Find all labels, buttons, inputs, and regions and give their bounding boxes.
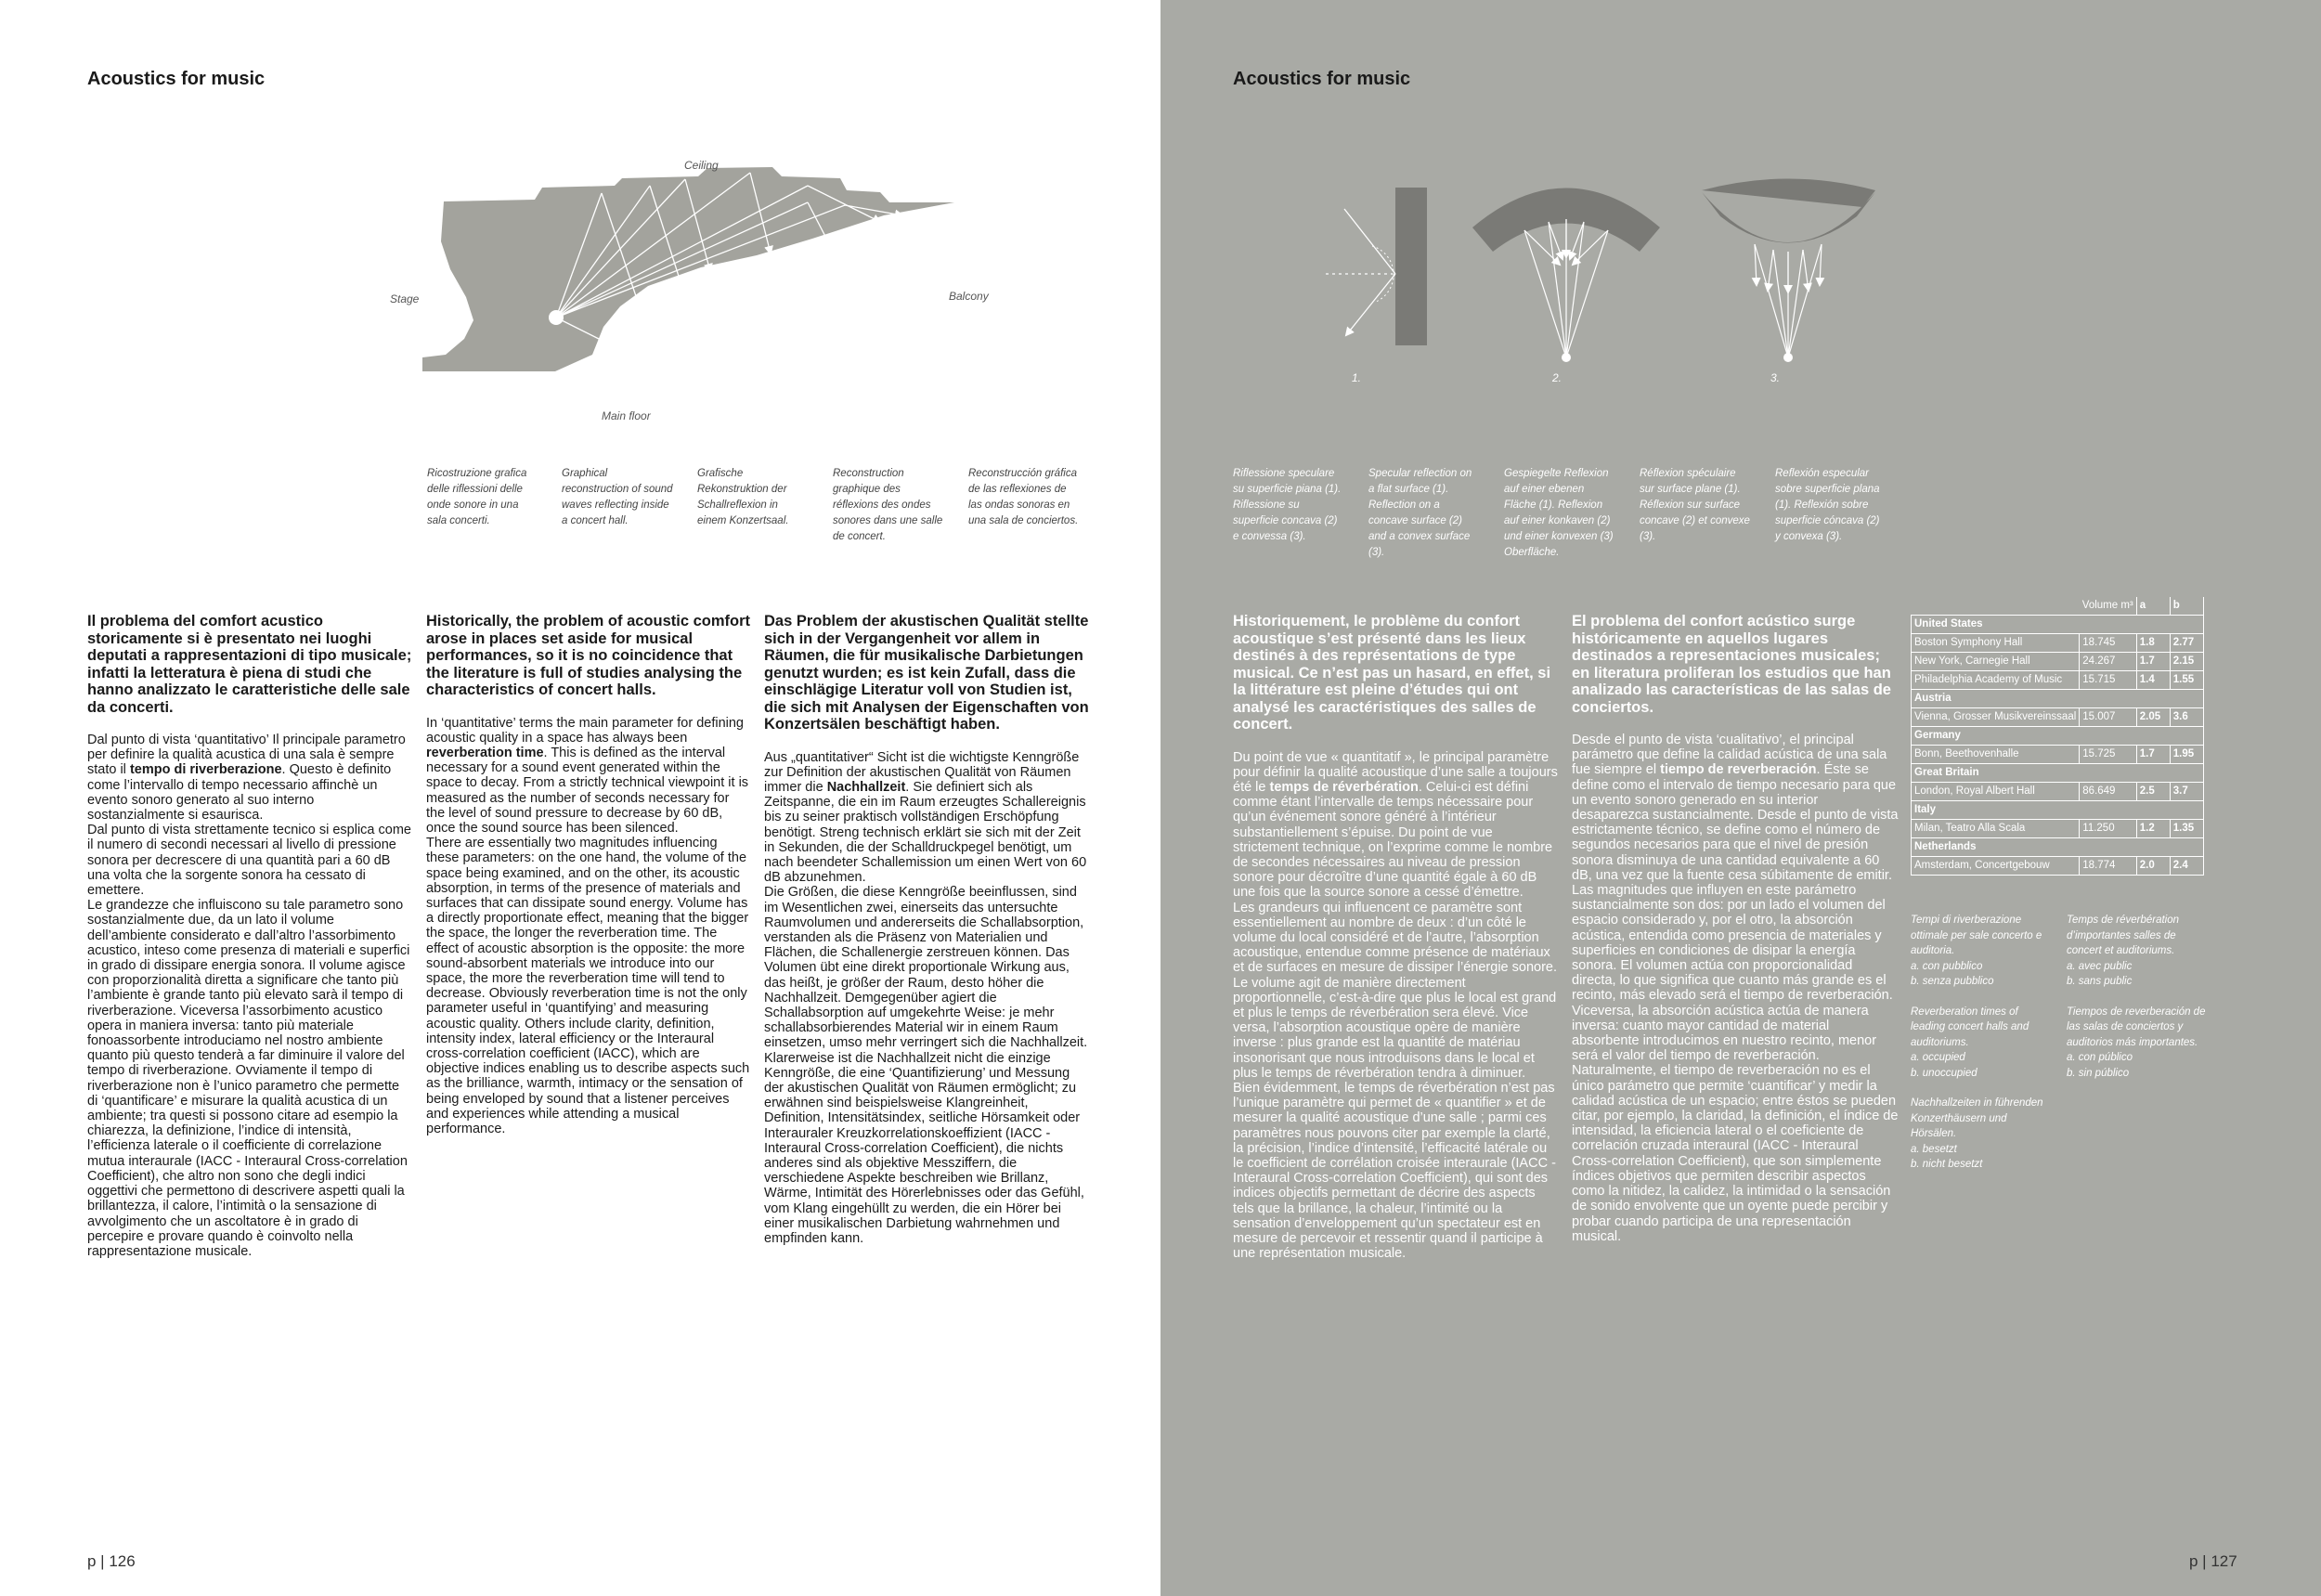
- column-lead: El problema del confort acústico surge históricamente en aquellos lugares destinados a representaciones musicales; en literatura proliferan los estudios que han analizado las características de las salas de conciertos.: [1572, 613, 1891, 716]
- label-ceiling: Ceiling: [684, 159, 719, 172]
- convex-surface: [1702, 179, 1950, 208]
- volume-cell: 18.745: [2080, 634, 2136, 653]
- text-column-french: [1233, 613, 1560, 1261]
- label-stage: Stage: [390, 292, 420, 305]
- volume-cell: 15.715: [2080, 671, 2136, 690]
- caption-en: Graphical reconstruction of sound waves reflecting inside a concert hall.: [562, 468, 673, 526]
- reflection-diagrams: [1207, 172, 1950, 395]
- volume-cell: 11.250: [2080, 820, 2136, 838]
- volume-cell: 18.774: [2080, 857, 2136, 876]
- table-row: [1912, 783, 2204, 801]
- caption-fr: Réflexion spéculaire sur surface plane (1). Réflexion sur surface concave (2) et convexe (3).: [1640, 468, 1750, 542]
- table-notes-left: [1911, 913, 2050, 1187]
- time-unoccupied-cell: 2.4: [2170, 857, 2203, 876]
- label-balcony: Balcony: [949, 290, 989, 303]
- table-row: [1912, 671, 2204, 690]
- table-row: [1912, 634, 2204, 653]
- caption-de: Gespiegelte Reflexion auf einer ebenen Fläche (1). Reflexion auf einer konkaven (2) und einer konvexen (3) Oberfläche.: [1504, 468, 1614, 558]
- source-point: [1562, 353, 1571, 362]
- page-title: Acoustics for music: [1233, 69, 1411, 89]
- table-country-cell: Netherlands: [1912, 838, 2204, 857]
- table-group-row: [1912, 801, 2204, 820]
- time-occupied-cell: 2.0: [2136, 857, 2170, 876]
- figure-number-1: 1.: [1352, 371, 1362, 384]
- flat-reflector-diagram: [1326, 188, 1427, 345]
- table-country-cell: United States: [1912, 616, 2204, 634]
- table-group-row: [1912, 727, 2204, 746]
- time-occupied-cell: 2.05: [2136, 708, 2170, 727]
- time-occupied-cell: 2.5: [2136, 783, 2170, 801]
- time-unoccupied-cell: 3.6: [2170, 708, 2203, 727]
- figure-number-3: 3.: [1770, 371, 1781, 384]
- time-unoccupied-cell: 2.15: [2170, 653, 2203, 671]
- table-group-row: [1912, 764, 2204, 783]
- time-unoccupied-cell: 3.7: [2170, 783, 2203, 801]
- table-country-cell: Germany: [1912, 727, 2204, 746]
- hall-name-cell: Vienna, Grosser Musikvereinssaal: [1912, 708, 2080, 727]
- hall-name-cell: London, Royal Albert Hall: [1912, 783, 2080, 801]
- column-lead: Historically, the problem of acoustic comfort arose in places set aside for musical performances, so it is no coincidence that the literature is full of studies analysing the characteristics of concert halls.: [426, 613, 751, 698]
- page-title: Acoustics for music: [87, 69, 266, 89]
- table-row: [1912, 708, 2204, 727]
- column-lead: Das Problem der akustischen Qualität stellte sich in der Vergangenheit vor allem in Räumen, die für musikalische Darbietungen genutzt wurden; es ist kein Zufall, dass die einschlägige Literatur voll von Studien ist, die sich mit Analysen der Eigenschaften von Konzertsälen beschäftigt haben.: [764, 613, 1089, 733]
- page-number: p | 126: [87, 1552, 136, 1570]
- time-unoccupied-cell: 2.77: [2170, 634, 2203, 653]
- table-header-cell: b: [2170, 597, 2203, 616]
- table-row: [1912, 820, 2204, 838]
- column-body: In ‘quantitative’ terms the main parameter for defining acoustic quality in a space has always been reverberation time. This is defined as the interval necessary for a sound event generated within the space to decay. From a strictly technical viewpoint it is measured as the number of seconds necessary for the level of sound pressure to decrease by 60 dB, once the sound source has been silenced. There are essentially two magnitudes influencing these parameters: on the one hand, the volume of the space being examined, and on the other, its acoustic absorption, in terms of the presence of materials and surfaces that can dissipate sound energy. Volume has a directly proportionate effect, meaning that the bigger the space, the longer the reverberation time. The effect of acoustic absorption is the opposite: the more sound-absorbent materials we introduce into our space, the more the reverberation time will tend to decrease. Obviously reverberation time is not the only parameter useful in ‘quantifying’ and measuring acoustic quality. Others include clarity, definition, intensity index, lateral efficiency or the Interaural cross-correlation coefficient (IACC), which are objective indices enabling us to describe aspects such as the brilliance, warmth, intimacy or the sensation of being enveloped by sound that a listener perceives and experiences while attending a musical performance.: [426, 715, 750, 1136]
- text-column-italian: [87, 613, 412, 1259]
- page-number: p | 127: [2189, 1552, 2237, 1570]
- table-header-cell: a: [2136, 597, 2170, 616]
- table-country-cell: Italy: [1912, 801, 2204, 820]
- table-note: Temps de réverbération d’importantes salles de concert et auditoriums. a. avec public b. sans public: [2067, 915, 2180, 987]
- time-unoccupied-cell: 1.55: [2170, 671, 2203, 690]
- table-row: [1912, 746, 2204, 764]
- caption-de: Grafische Rekonstruktion der Schallreflexion in einem Konzertsaal.: [697, 468, 789, 526]
- column-lead: Historiquement, le problème du confort acoustique s’est présenté dans les lieux destinés à des représentations de type musical. Ce n’est pas un hasard, en effet, si la littérature est pleine d’études qui ont analysé les caractéristiques des salles de concert.: [1233, 613, 1551, 733]
- hall-name-cell: Philadelphia Academy of Music: [1912, 671, 2080, 690]
- volume-cell: 86.649: [2080, 783, 2136, 801]
- hall-name-cell: Bonn, Beethovenhalle: [1912, 746, 2080, 764]
- table-header-cell: Volume m³: [2080, 597, 2136, 616]
- caption-en: Specular reflection on a flat surface (1). Reflection on a concave surface (2) and a convex surface (3).: [1368, 468, 1472, 558]
- text-column-spanish: [1572, 613, 1899, 1244]
- left-page: [0, 0, 1160, 1596]
- text-column-english: [426, 613, 751, 1136]
- time-occupied-cell: 1.7: [2136, 653, 2170, 671]
- volume-cell: 24.267: [2080, 653, 2136, 671]
- column-body: Aus „quantitativer“ Sicht ist die wichtigste Kenngröße zur Definition der akustischen Qualität von Räumen immer die Nachhallzeit. Sie definiert sich als Zeitspanne, die ein im Raum erzeugtes Schallereignis bis zu seiner praktisch vollständigen Erschöpfung benötigt. Streng technisch erklärt sie sich mit der Zeit in Sekunden, die der Schalldruckpegel benötigt, um nach beendeter Schallemission um einen Wert von 60 dB abzunehmen. Die Größen, die diese Kenngröße beeinflussen, sind im Wesentlichen zwei, einerseits das untersuchte Raumvolumen und andererseits die Schallabsorption, verstanden als die Präsenz von Materialien und Flächen, die Schallenergie zerstreuen können. Das Volumen übt eine direkt proportionale Wirkung aus, das heißt, je größer der Raum, desto höher die Nachhallzeit. Demgegenüber agiert die Schallabsorption auf umgekehrte Weise: je mehr schallabsorbierendes Material wir in einem Raum einsetzen, umso mehr verringert sich die Nachhallzeit. Klarerweise ist die Nachhallzeit nicht die einzige Kenngröße, die eine ‘Quantifizierung’ und Messung der akustischen Qualität von Räumen ermöglicht; zu erwähnen sind beispielsweise Klangreinheit, Definition, Intensitätsindex, seitliche Hörsamkeit oder Interauraler Kreuzkorrelationskoeffizient (IACC - Interaural Cross-correlation Coefficient), die nichts anderes sind als objektive Messziffern, die verschiedene Aspekte beschreiben wie Brillanz, Wärme, Intimität des Hörerlebnisses oder das Gefühl, vom Klang eingehüllt zu werden, die ein Hörer bei einer musikalischen Darbietung wahrnehmen und empfinden kann.: [764, 749, 1088, 1246]
- hall-name-cell: Milan, Teatro Alla Scala: [1912, 820, 2080, 838]
- table-note: Tiempos de reverberación de las salas de conciertos y auditorios más importantes. a. con público b. sin público: [2067, 1006, 2206, 1079]
- table-row: [1912, 857, 2204, 876]
- convex-reflector-diagram: [1702, 179, 1950, 363]
- concave-reflector-diagram: [1472, 188, 1660, 363]
- caption-it: Ricostruzione grafica delle riflessioni delle onde sonore in una sala concerti.: [427, 468, 527, 526]
- time-occupied-cell: 1.4: [2136, 671, 2170, 690]
- table-notes-right: [2067, 913, 2206, 1096]
- table-row: [1912, 653, 2204, 671]
- text-column-german: [764, 613, 1089, 1246]
- table-group-row: [1912, 616, 2204, 634]
- column-body: Desde el punto de vista ‘cualitativo’, el principal parámetro que define la calidad acústica de una sala fue siempre el tiempo de reverberación. Éste se define como el intervalo de tiempo necesario para que un evento sonoro generado en su interior desaparezca sustancialmente. Desde el punto de vista estrictamente técnico, se define como el número de segundos necesarios para que el nivel de presión sonora disminuya de una cantidad equivalente a 60 dB, una vez que la fuente cesa súbitamente de emitir. Las magnitudes que influyen en este parámetro sustancialmente son dos: por un lado el volumen del espacio considerado y, por el otro, la absorción acústica, entendida como presencia de materiales y superficies en condiciones de disipar la energía sonora. El volumen actúa con proporcionalidad directa, lo que significa que cuanto más grande es el recinto, más elevado será el tiempo de reverberación. Viceversa, la absorción acústica actúa de manera inversa: cuanto mayor cantidad de material absorbente introducimos en nuestro recinto, menor será el valor del tiempo de reverberación. Naturalmente, el tiempo de reverberación no es el único parámetro que permite ‘cuantificar’ y medir la calidad acústica de un espacio; entre éstos se pueden citar, por ejemplo, la claridad, la definición, el índice de intensidad, la eficiencia lateral o el coeficiente de correlación cruzada interaural (IACC - Interaural Cross-correlation Coefficient), que son simplemente índices objetivos que permiten describir aspectos como la nitidez, la calidez, la intimidad o la sensación de sonido envolvente que un oyente puede percibir y probar cuando participa de una representación musical.: [1572, 733, 1899, 1244]
- table-group-row: [1912, 838, 2204, 857]
- hall-name-cell: New York, Carnegie Hall: [1912, 653, 2080, 671]
- column-lead: Il problema del comfort acustico storicamente si è presentato nei luoghi deputati a rappresentazioni di tipo musicale; infatti la letteratura è piena di studi che hanno analizzato le caratteristiche delle sale da concerti.: [87, 613, 412, 716]
- column-body: Du point de vue « quantitatif », le principal paramètre pour définir la qualité acoustique d’une salle a toujours été le temps de réverbération. Celui-ci est défini comme étant l’intervalle de temps nécessaire pour qu’un événement sonore généré à l’intérieur substantiellement s’épuise. Du point de vue strictement technique, on l’exprime comme le nombre de secondes nécessaires au niveau de pression sonore pour décroître d’une quantité égale à 60 dB une fois que la source sonore a cessé d’émettre. Les grandeurs qui influencent ce paramètre sont essentiellement au nombre de deux : d’un côté le volume du local considéré et de l’autre, l’absorption acoustique, entendue comme présence de matériaux et de surfaces en mesure de dissiper l’énergie sonore. Le volume agit de manière directement proportionnelle, c’est-à-dire que plus le local est grand et plus le temps de réverbération sera élevé. Vice versa, l’absorption acoustique opère de manière inverse : plus grande est la quantité de matériau insonorisant que nous introduisons dans le local et plus le temps de réverbération tendra à diminuer. Bien évidemment, le temps de réverbération n’est pas l’unique paramètre qui permet de « quantifier » et de mesurer la qualité acoustique d’une salle ; parmi ces paramètres nous pouvons citer par exemple la clarté, la précision, l’indice d’intensité, l’efficacité latérale ou le coefficient de corrélation croisée interaurale (IACC - Interaural Cross-correlation Coefficient), qui sont des indices objectifs permettant de décrire des aspects tels que la brillance, la chaleur, l’intimité ou la sensation d’enveloppement qu’un spectateur est en mesure de percevoir et ressentir quand il participe à une représentation musicale.: [1233, 749, 1558, 1262]
- table-group-row: [1912, 690, 2204, 708]
- table-note: Tempi di riverberazione ottimale per sale concerto e auditoria. a. con pubblico b. senza pubblico: [1911, 915, 2042, 987]
- table-header-row: [1912, 597, 2204, 616]
- caption-fr: Reconstruction graphique des réflexions des ondes sonores dans une salle de concert.: [833, 468, 943, 542]
- hall-name-cell: Boston Symphony Hall: [1912, 634, 2080, 653]
- time-occupied-cell: 1.2: [2136, 820, 2170, 838]
- volume-cell: 15.007: [2080, 708, 2136, 727]
- caption-es: Reflexión especular sobre superficie plana (1). Reflexión sobre superficie cóncava (2) y convexa (3).: [1775, 468, 1880, 542]
- caption-es: Reconstrucción gráfica de las reflexiones de las ondas sonoras en una sala de conciertos.: [968, 468, 1079, 526]
- concert-hall-diagram: [371, 149, 1114, 427]
- table-country-cell: Great Britain: [1912, 764, 2204, 783]
- table-header-cell: [1912, 597, 2080, 616]
- time-unoccupied-cell: 1.95: [2170, 746, 2203, 764]
- reverberation-table: [1911, 597, 2204, 876]
- figure-number-2: 2.: [1552, 371, 1562, 384]
- hall-name-cell: Amsterdam, Concertgebouw: [1912, 857, 2080, 876]
- flat-surface: [1395, 188, 1427, 345]
- caption-it: Riflessione speculare su superficie piana (1). Riflessione su superficie concava (2) e convessa (3).: [1233, 468, 1342, 542]
- table-country-cell: Austria: [1912, 690, 2204, 708]
- table-note: Nachhallzeiten in führenden Konzerthäusern und Hörsälen. a. besetzt b. nicht besetzt: [1911, 1097, 2043, 1170]
- volume-cell: 15.725: [2080, 746, 2136, 764]
- time-unoccupied-cell: 1.35: [2170, 820, 2203, 838]
- hall-section: [422, 167, 954, 371]
- time-occupied-cell: 1.8: [2136, 634, 2170, 653]
- sound-source: [549, 310, 564, 325]
- column-body: Dal punto di vista ‘quantitativo’ Il principale parametro per definire la qualità acustica di una sala è sempre stato il tempo di riverberazione. Questo è definito come l’intervallo di tempo necessario affinchè un evento sonoro generato al suo interno sostanzialmente si esaurisca. Dal punto di vista strettamente tecnico si esplica come il numero di secondi necessari al livello di pressione sonora per decrescere di una quantità pari a 60 dB una volta che la sorgente sonora ha cessato di emettere. Le grandezze che influiscono su tale parametro sono sostanzialmente due, da un lato il volume dell’ambiente considerato e dall’altro l’assorbimento acustico, inteso come presenza di materiali e superfici in grado di dissipare energia sonora. Il volume agisce con proporzionalità diretta a significare che tanto più l’ambiente è grande tanto più elevato sarà il tempo di riverberazione. Viceversa l’assorbimento acustico opera in maniera inversa: tanto più materiale fonoassorbente introduciamo nel nostro ambiente quanto più questo tenderà a far diminuire il valore del tempo di riverberazione. Ovviamente il tempo di riverberazione non è l’unico parametro che permette di ‘quantificare’ e misurare la qualità acustica di un ambiente; tra questi si possono citare ad esempio la chiarezza, la definizione, l’indice di intensità, l’efficienza laterale o il coefficiente di correlazione mutua interaurale (IACC - Interaural Cross-correlation Coefficient), che altro non sono che degli indici oggettivi che permettono di descrivere aspetti quali la brillantezza, il calore, l’intimità o la sensazione di avvolgimento che un ascoltatore è in grado di percepire e provare quando è coinvolto nella rappresentazione musicale.: [87, 733, 411, 1259]
- time-occupied-cell: 1.7: [2136, 746, 2170, 764]
- label-main-floor: Main floor: [602, 409, 651, 422]
- table-note: Reverberation times of leading concert halls and auditoriums. a. occupied b. unoccupied: [1911, 1006, 2029, 1079]
- source-point: [1783, 353, 1793, 362]
